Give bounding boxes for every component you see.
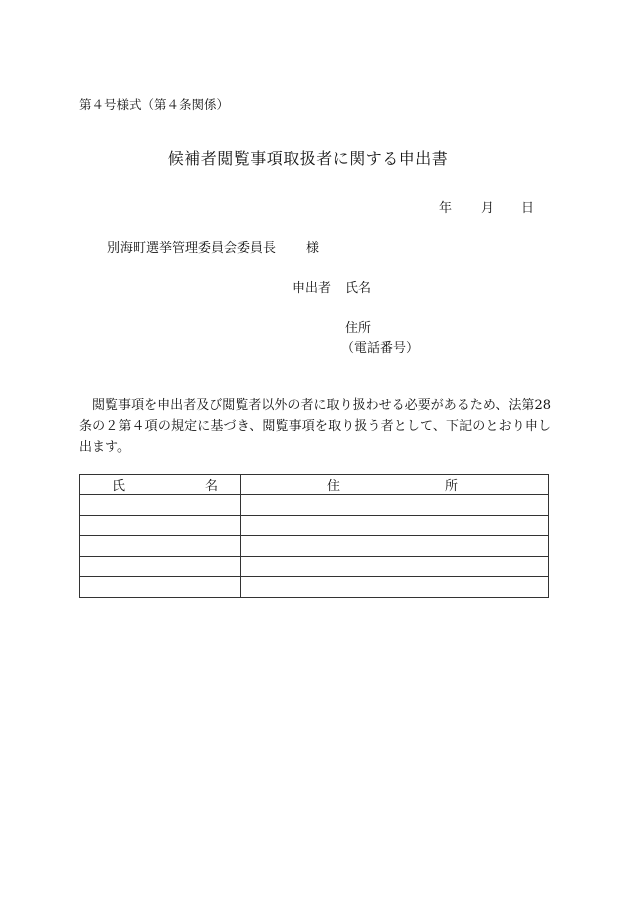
handlers-table: [79, 474, 549, 598]
table-row: [80, 556, 549, 577]
applicant-label: 申出者: [292, 281, 332, 296]
date-month-label: 月: [481, 201, 495, 216]
header-address: [241, 475, 549, 495]
address-cell[interactable]: [241, 536, 549, 557]
date-day-label: 日: [521, 201, 535, 216]
table-row: [80, 515, 549, 536]
address-cell[interactable]: [241, 556, 549, 577]
addressee: 別海町選挙管理委員会委員長: [107, 241, 277, 256]
body-text: 閲覧事項を申出者及び閲覧者以外の者に取り扱わせる必要があるため、法第28 条の２第４項の規定に基づき、閲覧事項を取り扱う者として、下記のとおり申し出ます。: [79, 398, 551, 455]
name-cell[interactable]: [80, 536, 241, 557]
header-name: [80, 475, 241, 495]
header-name-char-2: 名: [204, 479, 218, 494]
table-header-row: [80, 475, 549, 495]
table-row: [80, 536, 549, 557]
document-title-text: 候補者閲覧事項取扱者に関する申出書: [167, 149, 449, 168]
name-cell[interactable]: [80, 577, 241, 598]
name-cell[interactable]: [80, 556, 241, 577]
honorific: 様: [306, 241, 320, 256]
header-name-char-1: 氏: [112, 479, 126, 494]
form-number: 第４号様式（第４条関係）: [79, 97, 230, 112]
applicant-address-label: 住所: [345, 321, 372, 336]
address-cell[interactable]: [241, 515, 549, 536]
name-cell[interactable]: [80, 495, 241, 516]
applicant-phone-label: （電話番号）: [341, 341, 420, 356]
address-cell[interactable]: [241, 495, 549, 516]
header-address-char-2: 所: [444, 479, 458, 494]
applicant-name-label: 氏名: [345, 281, 372, 296]
name-cell[interactable]: [80, 515, 241, 536]
date-year-label: 年: [439, 201, 453, 216]
header-address-char-1: 住: [327, 479, 341, 494]
address-cell[interactable]: [241, 577, 549, 598]
document-title: [0, 146, 630, 169]
table-row: [80, 577, 549, 598]
table-row: [80, 495, 549, 516]
